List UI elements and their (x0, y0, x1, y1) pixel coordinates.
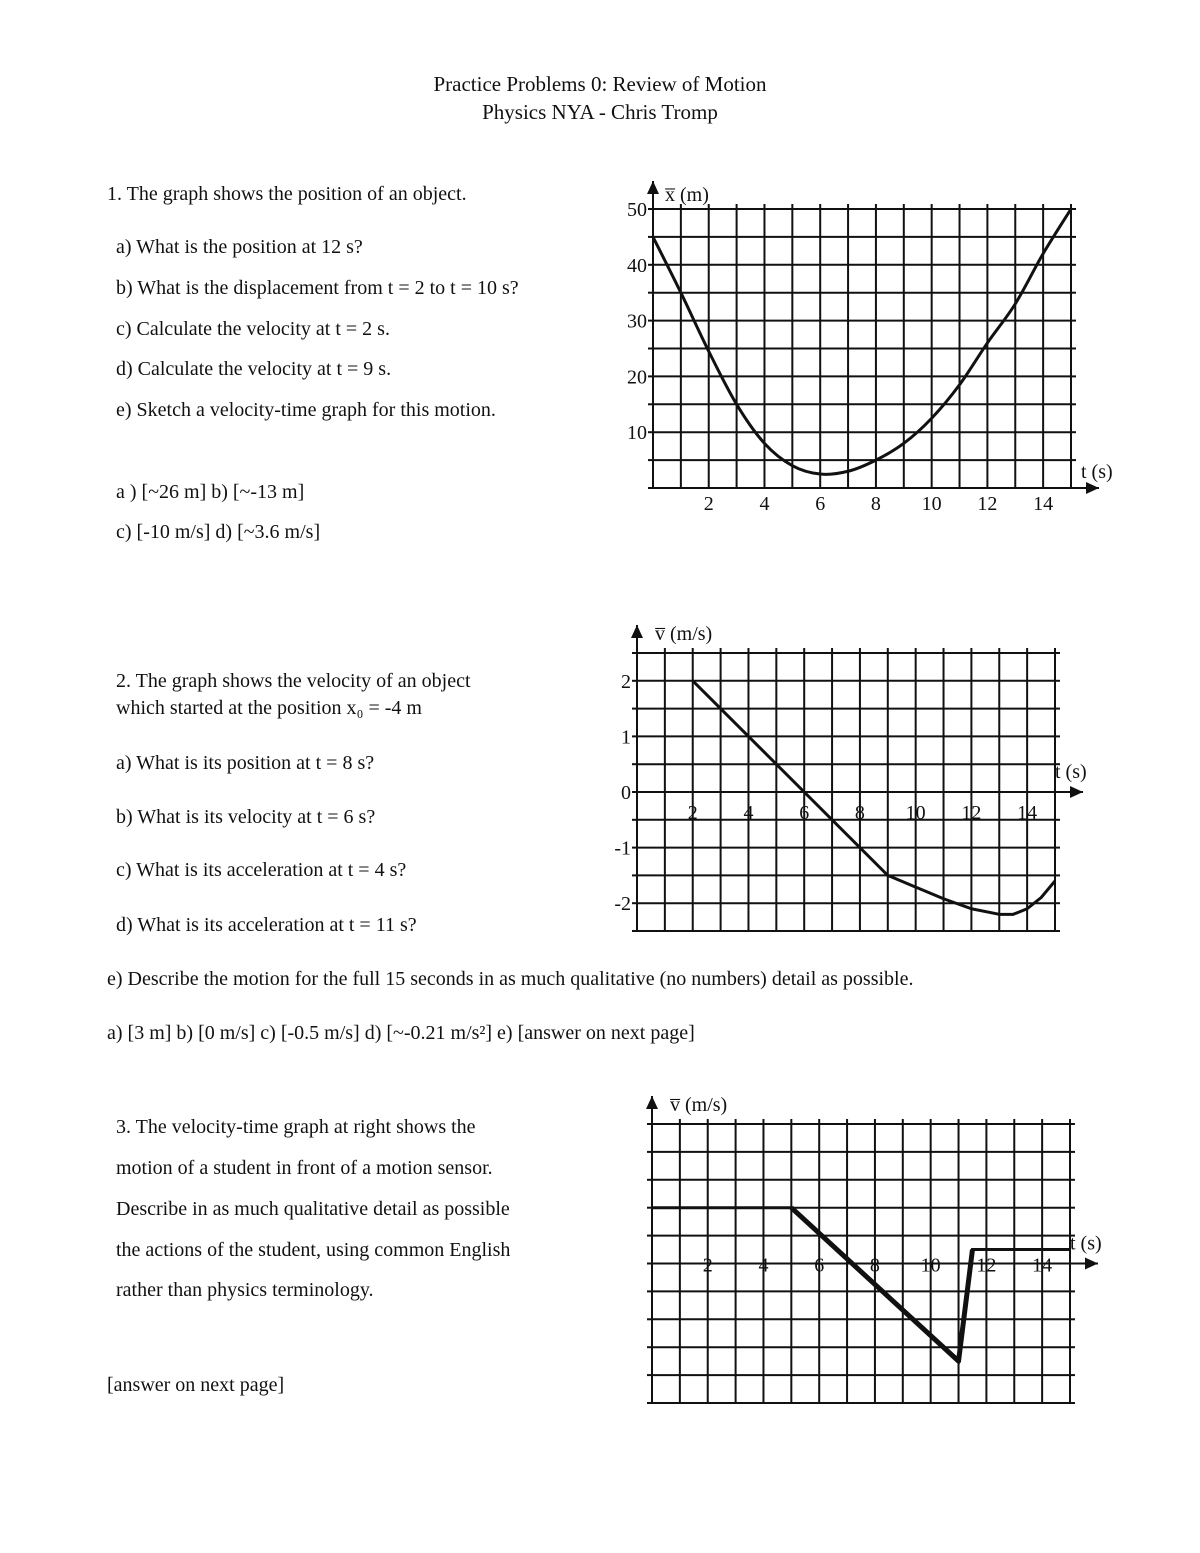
chart2-ytick-label: -1 (614, 837, 631, 860)
chart1-xtick-label: 2 (703, 493, 714, 515)
chart2-xtick-label: 2 (687, 802, 698, 824)
chart1-ytick-label: 20 (627, 366, 647, 389)
chart3-x-axis-head (1085, 1258, 1098, 1270)
chart2-xtick-label: 12 (961, 802, 982, 824)
chart2-ytick-label: 2 (621, 670, 631, 693)
chart1-xtick-label: 6 (815, 493, 826, 515)
problem2-question-e: e) Describe the motion for the full 15 seconds in as much qualitative (no numbers) detail as possible. (107, 968, 914, 990)
chart2-xtick-label: 8 (854, 802, 865, 824)
chart1-xtick-label: 8 (870, 493, 881, 515)
problem1-question-a: a) What is the position at 12 s? (116, 236, 363, 258)
chart3-y-axis-head (646, 1096, 658, 1109)
chart2-ytick-label: -2 (614, 893, 631, 916)
chart1-ytick-label: 50 (627, 199, 647, 221)
chart1-xtick-label: 4 (759, 493, 770, 515)
chart1-ylabel: x̅ (m) (665, 184, 709, 206)
problem2-question-c: c) What is its acceleration at t = 4 s? (116, 859, 407, 881)
chart2-xtick-label: 4 (743, 802, 754, 824)
chart2-ytick-label: 0 (621, 782, 631, 804)
page-title: Practice Problems 0: Review of Motion (433, 72, 767, 96)
chart3-xtick-label: 14 (1032, 1254, 1053, 1277)
chart2-xtick-label: 6 (799, 802, 810, 824)
problem1-question-d: d) Calculate the velocity at t = 9 s. (116, 358, 392, 380)
chart2-xlabel: t (s) (1055, 761, 1087, 783)
chart3-xtick-label: 10 (920, 1254, 941, 1277)
chart3-series (652, 1208, 1070, 1361)
problem1-question-b: b) What is the displacement from t = 2 to t = 10 s? (116, 277, 519, 299)
chart1-xtick-label: 12 (977, 493, 998, 515)
chart1-xtick-label: 10 (921, 493, 942, 515)
chart3-xtick-label: 4 (758, 1254, 769, 1277)
problem2-stem-1: 2. The graph shows the velocity of an object (116, 670, 471, 692)
chart3-xlabel: t (s) (1070, 1232, 1102, 1255)
page-subtitle: Physics NYA - Chris Tromp (482, 100, 718, 124)
chart3-ylabel: v̅ (m/s) (670, 1094, 728, 1116)
problem2-answers: a) [3 m] b) [0 m/s] c) [-0.5 m/s] d) [~-0.21 m/s²] e) [answer on next page] (107, 1022, 695, 1044)
chart1-xtick-label: 14 (1033, 493, 1054, 515)
problem2-question-b: b) What is its velocity at t = 6 s? (116, 806, 376, 828)
chart1-ytick-label: 30 (627, 310, 647, 333)
chart1-xlabel: t (s) (1081, 461, 1113, 483)
chart1-ytick-label: 40 (627, 254, 647, 277)
problem2-question-a: a) What is its position at t = 8 s? (116, 752, 375, 774)
problem1-stem: 1. The graph shows the position of an object. (107, 183, 467, 205)
problem1-answers-1: a ) [~26 m] b) [~-13 m] (116, 481, 305, 503)
chart3-xtick-label: 12 (976, 1254, 997, 1277)
problem3-line-4: the actions of the student, using common English (116, 1239, 511, 1261)
chart3-xtick-label: 8 (869, 1254, 880, 1277)
problem3-line-3: Describe in as much qualitative detail as possible (116, 1198, 510, 1220)
problem3-line-2: motion of a student in front of a motion sensor. (116, 1157, 493, 1179)
problem3-line-1: 3. The velocity-time graph at right shows the (116, 1116, 476, 1138)
problem2-stem-2: which started at the position x₀ = -4 m (116, 697, 422, 719)
chart2-ytick-label: 1 (621, 726, 631, 749)
problem1-answers-2: c) [-10 m/s] d) [~3.6 m/s] (116, 521, 321, 543)
chart3-xtick-label: 6 (814, 1254, 825, 1277)
chart2-xtick-label: 10 (905, 802, 926, 824)
problem3-answer-note: [answer on next page] (107, 1374, 285, 1396)
chart1-ytick-label: 10 (627, 422, 647, 445)
chart3-xtick-label: 2 (702, 1254, 713, 1277)
problem1-question-c: c) Calculate the velocity at t = 2 s. (116, 318, 390, 340)
chart2-ylabel: v̅ (m/s) (655, 623, 713, 645)
chart3-series-line-0 (652, 1208, 1070, 1361)
problem1-question-e: e) Sketch a velocity-time graph for this motion. (116, 399, 496, 421)
problem3-line-5: rather than physics terminology. (116, 1279, 374, 1301)
chart2-xtick-label: 14 (1017, 802, 1038, 824)
problem2-question-d: d) What is its acceleration at t = 11 s? (116, 914, 417, 936)
